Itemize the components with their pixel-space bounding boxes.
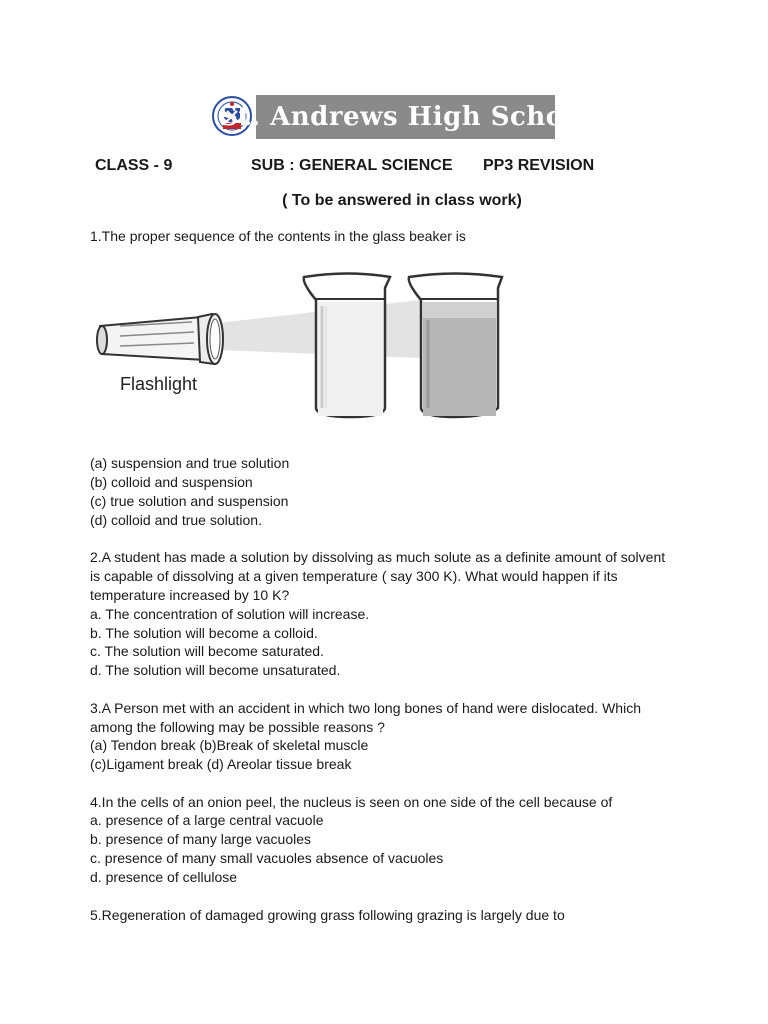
subject-label: SUB : GENERAL SCIENCE <box>251 157 453 174</box>
question-1-option-a: (a) suspension and true solution <box>90 455 290 471</box>
question-3-option-ab: (a) Tendon break (b)Break of skeletal muscle <box>90 737 369 753</box>
question-4-option-a: a. presence of a large central vacuole <box>90 812 324 828</box>
question-5-text: 5.Regeneration of damaged growing grass following grazing is largely due to <box>90 907 565 923</box>
question-3-text-line-2: among the following may be possible reasons ? <box>90 719 385 735</box>
class-label: CLASS - 9 <box>95 157 173 174</box>
question-4-text: 4.In the cells of an onion peel, the nucleus is seen on one side of the cell because of <box>90 794 613 810</box>
school-name: St. Andrews High School <box>219 102 592 132</box>
question-1-option-b: (b) colloid and suspension <box>90 474 253 490</box>
flashlight-icon <box>97 314 223 364</box>
flashlight-label: Flashlight <box>120 374 198 394</box>
beaker-1-icon <box>304 274 390 418</box>
question-2-text-line-3: temperature increased by 10 K? <box>90 587 290 603</box>
question-2-text-line-1: 2.A student has made a solution by dissolving as much solute as a definite amount of solvent <box>90 549 666 565</box>
question-2-option-a: a. The concentration of solution will increase. <box>90 606 370 622</box>
flashlight-beaker-diagram <box>90 250 510 435</box>
beaker-2-icon <box>409 274 502 418</box>
question-1-option-c: (c) true solution and suspension <box>90 493 289 509</box>
question-4-option-b: b. presence of many large vacuoles <box>90 831 312 847</box>
question-2-option-c: c. The solution will become saturated. <box>90 643 324 659</box>
question-2-option-d: d. The solution will become unsaturated. <box>90 662 341 678</box>
instruction-text: ( To be answered in class work) <box>282 192 522 209</box>
question-4-option-d: d. presence of cellulose <box>90 869 238 885</box>
school-name-banner <box>219 95 592 139</box>
question-1-figure <box>90 250 510 435</box>
question-2-option-b: b. The solution will become a colloid. <box>90 625 318 641</box>
school-logo <box>212 94 592 140</box>
question-4-option-c: c. presence of many small vacuoles absence of vacuoles <box>90 850 444 866</box>
question-3-text-line-1: 3.A Person met with an accident in which two long bones of hand were dislocated. Which <box>90 700 641 716</box>
question-3-option-cd: (c)Ligament break (d) Areolar tissue break <box>90 756 352 772</box>
exam-label: PP3 REVISION <box>483 157 595 174</box>
question-2-text-line-2: is capable of dissolving at a given temperature ( say 300 K). What would happen if its <box>90 568 618 584</box>
question-1-text: 1.The proper sequence of the contents in the glass beaker is <box>90 228 466 244</box>
question-1-option-d: (d) colloid and true solution. <box>90 512 262 528</box>
